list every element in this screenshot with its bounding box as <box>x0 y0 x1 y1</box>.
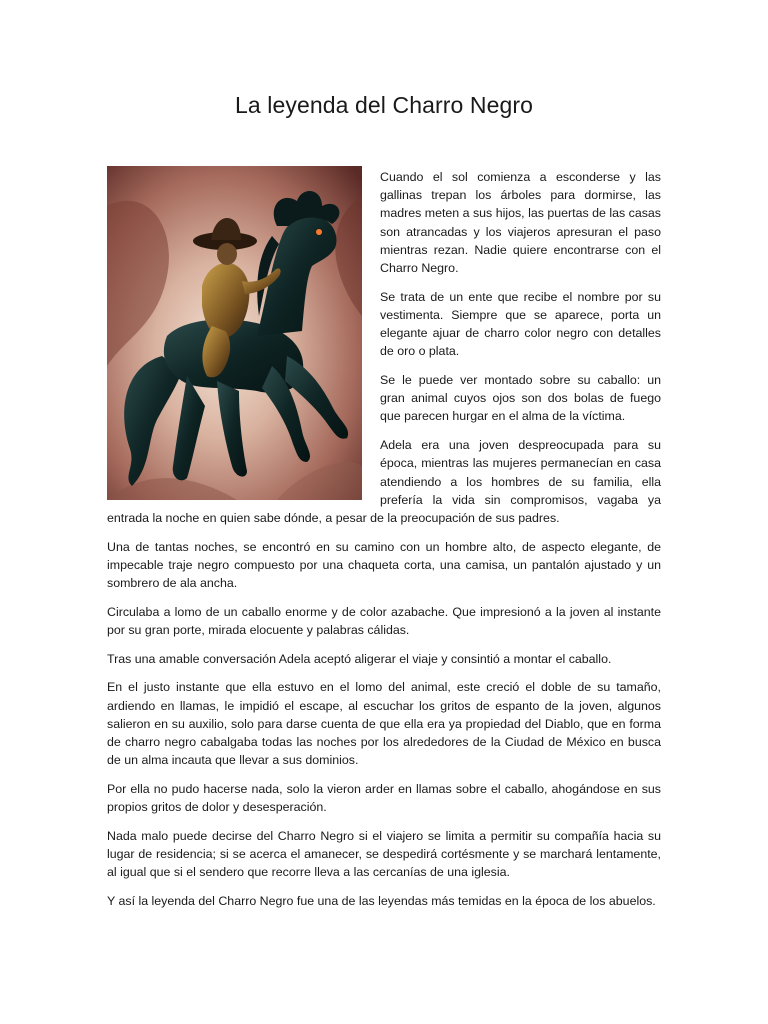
artist-signature-mark <box>302 452 362 500</box>
paragraph-7: Tras una amable conversación Adela aceptó aligerar el viaje y consintió a montar el caballo. <box>107 651 612 666</box>
paragraph-1: Cuando el sol comienza a esconderse y las gallinas trepan los árboles para dormirse, las madres meten a sus hijos, las puertas de las casas son atrancadas y los viajeros apresuran el paso mientras rezan. Nadie quiere encontrarse con el Charro Negro. <box>380 170 661 276</box>
paragraph-4: Adela era una joven despreocupada para su época, mientras las mujeres permanecían en casa atendiendo a los hombres de su familia, ella prefería la vida sin compromisos, vagaba ya entrada la noche en quien sabe dónde, a pesar de la preocupación de sus padres. <box>107 438 661 525</box>
paragraph-8: En el justo instante que ella estuvo en el lomo del animal, este creció el doble de su tamaño, ardiendo en llamas, le impidió el escape, al escuchar los gritos de espanto de la joven, algunos salieron en su auxilio, solo para darse cuenta de que ella era ya propiedad del Diablo, que en forma de charro negro cabalgaba todas las noches por los alrededores de la Ciudad de México en busca de un alma incauta que llevar a sus dominios. <box>107 680 661 768</box>
charro-on-horse-image <box>107 166 362 500</box>
paragraph-6: Circulaba a lomo de un caballo enorme y de color azabache. Que impresionó a la joven al instante por su gran porte, mirada elocuente y palabras cálidas. <box>107 604 661 637</box>
document-body <box>107 168 661 921</box>
paragraph-5: Una de tantas noches, se encontró en su camino con un hombre alto, de aspecto elegante, de impecable traje negro compuesto por una chaqueta corta, una camisa, un pantalón ajustado y un sombrero de ala ancha. <box>107 539 661 591</box>
paragraph-9: Por ella no pudo hacerse nada, solo la vieron arder en llamas sobre el caballo, ahogándose en sus propios gritos de dolor y desesperación. <box>107 781 661 815</box>
paragraph-2: Se trata de un ente que recibe el nombre por su vestimenta. Siempre que se aparece, porta un elegante ajuar de charro color negro con detalles de oro o plata. <box>380 289 661 359</box>
paragraph-3: Se le puede ver montado sobre su caballo: un gran animal cuyos ojos son dos bolas de fuego que parecen hurgar en el alma de la víctima. <box>380 373 661 424</box>
page-title: La leyenda del Charro Negro <box>234 92 534 118</box>
paragraph-11: Y así la leyenda del Charro Negro fue una de las leyendas más temidas en la época de los abuelos. <box>107 893 656 908</box>
paragraph-10: Nada malo puede decirse del Charro Negro si el viajero se limita a permitir su compañía hacia su lugar de residencia; si se acerca el amanecer, se despedirá cortésmente y se marchará lentamente, al igual que si el sendero que recorre lleva a las cercanías de una iglesia. <box>107 828 661 880</box>
charro-negro-illustration <box>107 166 362 500</box>
